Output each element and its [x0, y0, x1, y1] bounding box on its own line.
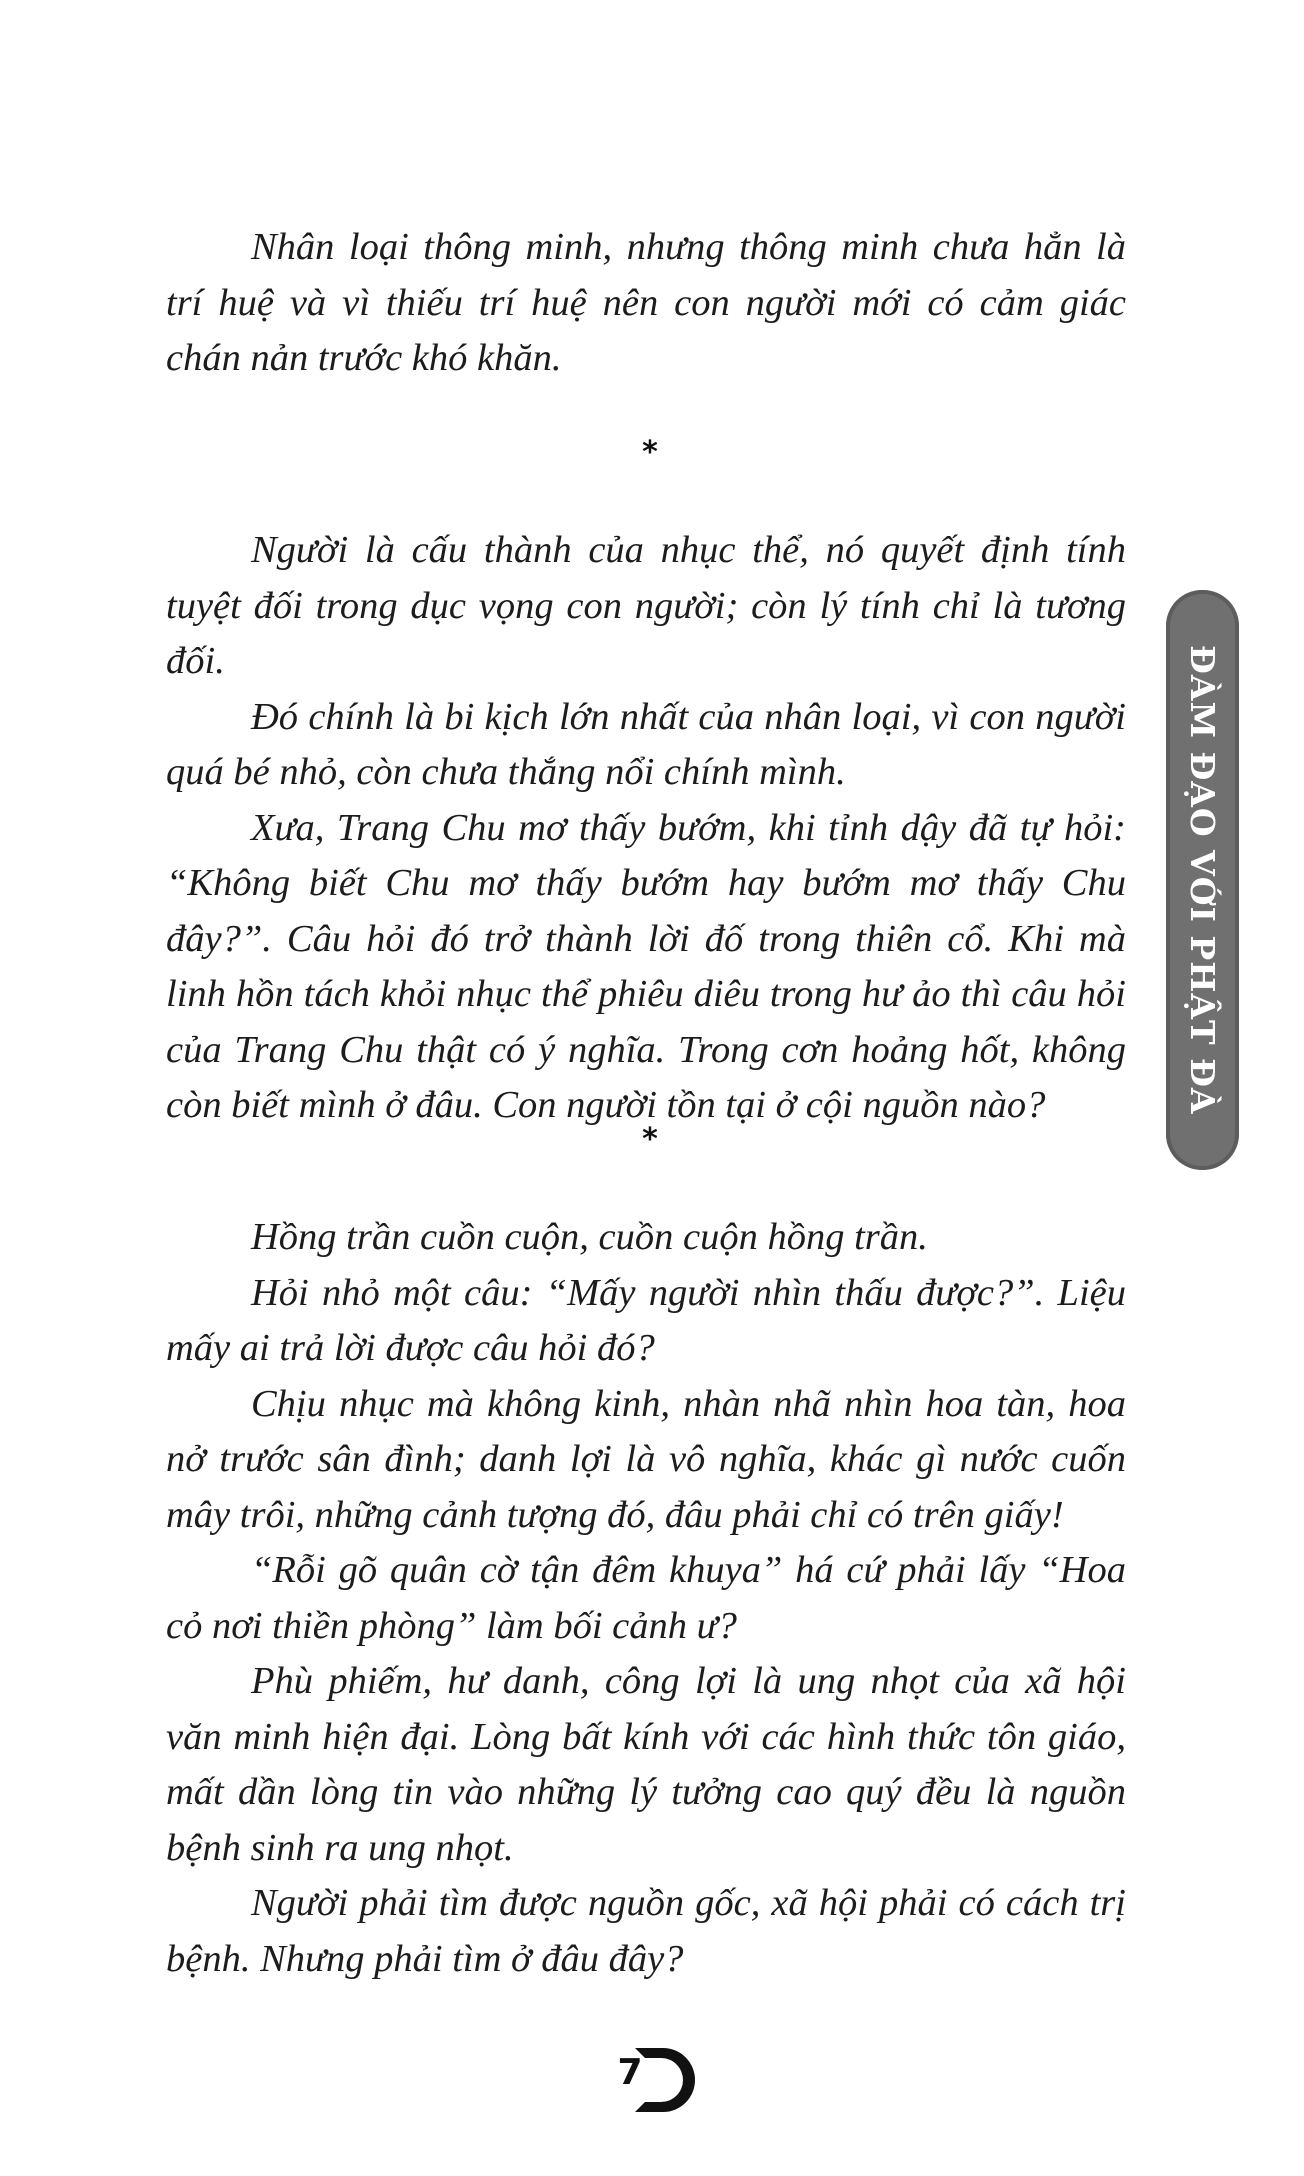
section-3: [166, 1210, 1126, 1987]
paragraph: Nhân loại thông minh, nhưng thông minh chưa hẳn là trí huệ và vì thiếu trí huệ nên con người mới có cảm giác chán nản trước khó khăn.: [166, 226, 1126, 379]
paragraph: Người phải tìm được nguồn gốc, xã hội phải có cách trị bệnh. Nhưng phải tìm ở đâu đây?: [166, 1882, 1126, 1980]
chapter-side-tab: [1166, 590, 1239, 1170]
section-separator: *: [642, 1122, 658, 1157]
page-number-badge: [615, 2040, 705, 2120]
paragraph: Chịu nhục mà không kinh, nhàn nhã nhìn hoa tàn, hoa nở trước sân đình; danh lợi là vô nghĩa, khác gì nước cuốn mây trôi, những cảnh tượng đó, đâu phải chỉ có trên giấy!: [166, 1382, 1126, 1536]
paragraph: Hỏi nhỏ một câu: “Mấy người nhìn thấu được?”. Liệu mấy ai trả lời được câu hỏi đó?: [166, 1271, 1126, 1369]
section-separator: *: [642, 435, 658, 470]
section-2: [166, 523, 1126, 1134]
paragraph: Người là cấu thành của nhục thể, nó quyết định tính tuyệt đối trong dục vọng con người; còn lý tính chỉ là tương đối.: [166, 529, 1126, 682]
paragraph: Xưa, Trang Chu mơ thấy bướm, khi tỉnh dậy đã tự hỏi: “Không biết Chu mơ thấy bướm hay bướm mơ thấy Chu đây?”. Câu hỏi đó trở thành lời đố trong thiên cổ. Khi mà linh hồn tách khỏi nhục thể phiêu diêu trong hư ảo thì câu hỏi của Trang Chu thật có ý nghĩa. Trong cơn hoảng hốt, không còn biết mình ở đâu. Con người tồn tại ở cội nguồn nào?: [166, 806, 1126, 1126]
page-number: 7: [617, 2052, 643, 2093]
section-1: [166, 220, 1126, 387]
paragraph: Phù phiếm, hư danh, công lợi là ung nhọt của xã hội văn minh hiện đại. Lòng bất kính với các hình thức tôn giáo, mất dần lòng tin vào những lý tưởng cao quý đều là nguồn bệnh sinh ra ung nhọt.: [166, 1660, 1126, 1869]
paragraph: Hồng trần cuồn cuộn, cuồn cuộn hồng trần.: [251, 1216, 928, 1258]
paragraph: Đó chính là bi kịch lớn nhất của nhân loại, vì con người quá bé nhỏ, còn chưa thắng nổi chính mình.: [166, 695, 1126, 793]
chapter-side-tab-label: ĐÀM ĐẠO VỚI PHẬT ĐÀ: [1183, 645, 1222, 1115]
paragraph: “Rỗi gõ quân cờ tận đêm khuya” há cứ phải lấy “Hoa cỏ nơi thiền phòng” làm bối cảnh ư?: [166, 1549, 1126, 1647]
